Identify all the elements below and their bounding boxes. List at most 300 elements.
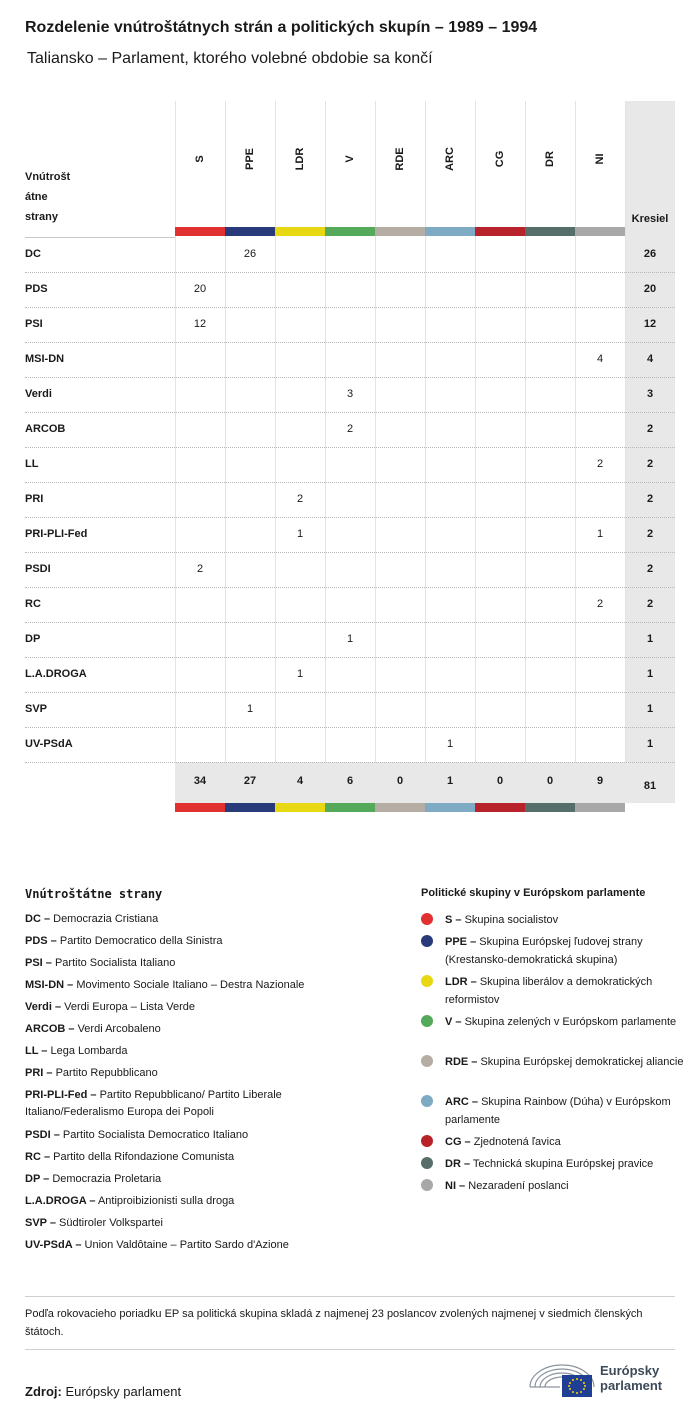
group-abbr: LDR – <box>445 976 477 988</box>
table-cell <box>325 517 375 552</box>
party-row-label: L.A.DROGA <box>25 668 87 680</box>
table-cell <box>425 342 475 377</box>
group-name: Skupina Rainbow (Dúha) v Európskom parlamente <box>445 1096 671 1126</box>
row-total: 2 <box>646 598 654 610</box>
table-cell <box>275 622 325 657</box>
table-cell <box>425 272 475 307</box>
table-cell <box>225 622 275 657</box>
color-bar-bottom-s <box>175 803 225 812</box>
table-cell: 1 <box>296 668 304 680</box>
party-abbr: PDS – <box>25 935 57 947</box>
color-bar-cg <box>475 227 525 236</box>
table-cell <box>425 237 475 272</box>
party-row-label: PRI <box>25 493 44 505</box>
table-cell <box>475 272 525 307</box>
color-bar-bottom-rde <box>375 803 425 812</box>
group-abbr: S – <box>445 914 462 926</box>
table-cell <box>325 727 375 762</box>
color-bar-bottom-v <box>325 803 375 812</box>
parliament-hemicycle-icon <box>528 1357 596 1399</box>
table-cell <box>425 307 475 342</box>
table-cell <box>375 657 425 692</box>
table-cell: 2 <box>596 598 604 610</box>
table-cell <box>225 657 275 692</box>
column-header-ppe: PPE <box>244 148 256 171</box>
table-cell: 2 <box>346 423 354 435</box>
table-cell <box>325 447 375 482</box>
table-cell <box>175 377 225 412</box>
table-cell <box>375 587 425 622</box>
table-cell: 4 <box>596 353 604 365</box>
group-color-dot-icon <box>421 935 433 947</box>
table-cell <box>575 622 625 657</box>
table-cell <box>425 587 475 622</box>
column-total: 0 <box>546 775 554 787</box>
row-total: 2 <box>646 458 654 470</box>
column-header-dr: DR <box>544 151 556 167</box>
table-cell <box>575 377 625 412</box>
table-cell <box>525 307 575 342</box>
party-legend-item <box>25 1215 355 1232</box>
party-row-label: UV-PSdA <box>25 738 73 750</box>
group-name: Skupina socialistov <box>461 914 559 926</box>
group-name: Skupina zelených v Európskom parlamente <box>461 1016 677 1028</box>
logo-text <box>600 1363 662 1393</box>
color-bar-bottom-ni <box>575 803 625 812</box>
row-total: 26 <box>643 248 657 260</box>
party-row-label: ARCOB <box>25 423 66 435</box>
group-color-dot-icon <box>421 1179 433 1191</box>
party-legend-item <box>25 1065 355 1082</box>
ep-logo <box>528 1357 678 1399</box>
color-bar-dr <box>525 227 575 236</box>
table-cell <box>425 517 475 552</box>
group-legend-item <box>421 911 686 929</box>
table-cell: 2 <box>296 493 304 505</box>
party-abbr: ARCOB – <box>25 1023 75 1035</box>
party-name: Movimento Sociale Italiano – Destra Nazionale <box>73 979 305 991</box>
row-total: 2 <box>646 528 654 540</box>
table-cell <box>475 727 525 762</box>
table-cell <box>475 482 525 517</box>
footer-divider-bottom <box>25 1349 675 1350</box>
table-cell <box>525 377 575 412</box>
table-cell <box>325 237 375 272</box>
party-abbr: PRI-PLI-Fed – <box>25 1089 97 1101</box>
table-cell <box>525 482 575 517</box>
party-row-label: PSI <box>25 318 43 330</box>
table-cell <box>325 482 375 517</box>
group-color-dot-icon <box>421 1055 433 1067</box>
party-abbr: RC – <box>25 1151 51 1163</box>
party-row-label: PRI-PLI-Fed <box>25 528 88 540</box>
party-legend-item <box>25 1193 355 1210</box>
row-total: 1 <box>646 703 654 715</box>
party-legend-item <box>25 1087 355 1121</box>
table-cell <box>525 727 575 762</box>
table-cell <box>325 342 375 377</box>
table-cell <box>475 237 525 272</box>
table-cell <box>475 342 525 377</box>
table-cell <box>175 622 225 657</box>
table-cell <box>325 692 375 727</box>
party-abbr: DC – <box>25 913 51 925</box>
header-rule <box>25 237 175 238</box>
row-total: 3 <box>646 388 654 400</box>
column-header-s: S <box>194 155 206 163</box>
row-total: 4 <box>646 353 654 365</box>
column-total: 0 <box>496 775 504 787</box>
party-name: Partito Repubblicano <box>52 1067 158 1079</box>
table-cell <box>225 587 275 622</box>
party-legend-item <box>25 1149 355 1166</box>
group-color-dot-icon <box>421 1015 433 1027</box>
table-cell <box>425 447 475 482</box>
party-legend-item <box>25 955 355 972</box>
grand-total: 81 <box>643 780 657 792</box>
source-label: Zdroj: <box>25 1384 62 1399</box>
footnote: Podľa rokovacieho poriadku EP sa politická skupina skladá z najmenej 23 poslancov zvolených najmenej v siedmich členských štátoch. <box>25 1308 643 1338</box>
party-row-label: PSDI <box>25 563 51 575</box>
group-legend-item <box>421 1133 686 1151</box>
table-cell <box>225 447 275 482</box>
table-cell <box>375 622 425 657</box>
table-cell <box>375 412 425 447</box>
table-cell <box>525 552 575 587</box>
party-abbr: PSI – <box>25 957 52 969</box>
table-cell <box>425 552 475 587</box>
column-total: 34 <box>193 775 207 787</box>
party-row-label: MSI-DN <box>25 353 65 365</box>
party-legend-item <box>25 933 355 950</box>
table-cell <box>375 447 425 482</box>
party-legend-item <box>25 1127 355 1144</box>
row-total: 2 <box>646 423 654 435</box>
table-cell: 2 <box>596 458 604 470</box>
table-cell <box>525 342 575 377</box>
logo-line-1: Európsky <box>600 1363 660 1378</box>
table-cell <box>375 377 425 412</box>
party-name: Verdi Arcobaleno <box>74 1023 161 1035</box>
group-color-dot-icon <box>421 913 433 925</box>
column-header-ni: NI <box>594 153 606 165</box>
party-name: Democrazia Cristiana <box>50 913 159 925</box>
table-cell <box>175 237 225 272</box>
color-bar-v <box>325 227 375 236</box>
column-header-v: V <box>344 155 356 163</box>
table-cell <box>475 377 525 412</box>
party-name: Lega Lombarda <box>47 1045 128 1057</box>
color-bar-arc <box>425 227 475 236</box>
table-cell <box>575 482 625 517</box>
table-cell: 1 <box>296 528 304 540</box>
table-cell <box>425 482 475 517</box>
row-total: 1 <box>646 738 654 750</box>
table-cell <box>525 447 575 482</box>
row-total: 2 <box>646 563 654 575</box>
party-row-label: SVP <box>25 703 48 715</box>
table-cell <box>375 692 425 727</box>
table-cell <box>325 272 375 307</box>
table-cell <box>425 692 475 727</box>
table-cell <box>525 587 575 622</box>
group-color-dot-icon <box>421 1095 433 1107</box>
party-legend-item <box>25 911 355 928</box>
table-cell <box>225 482 275 517</box>
table-cell <box>325 307 375 342</box>
group-color-dot-icon <box>421 1135 433 1147</box>
group-color-dot-icon <box>421 975 433 987</box>
party-name: Partito Democratico della Sinistra <box>56 935 223 947</box>
table-cell <box>575 552 625 587</box>
color-bar-bottom-arc <box>425 803 475 812</box>
group-name: Nezaradení poslanci <box>465 1180 569 1192</box>
source-line <box>25 1384 181 1399</box>
table-cell <box>375 272 425 307</box>
row-divider <box>25 762 675 763</box>
column-header-arc: ARC <box>444 147 456 171</box>
table-cell <box>425 657 475 692</box>
party-abbr: UV-PSdA – <box>25 1239 82 1251</box>
table-cell <box>175 412 225 447</box>
table-cell <box>525 692 575 727</box>
color-bar-bottom-ppe <box>225 803 275 812</box>
table-cell: 26 <box>243 248 257 260</box>
party-row-label: DP <box>25 633 41 645</box>
table-cell <box>275 342 325 377</box>
party-legend-item <box>25 1043 355 1060</box>
color-bar-ni <box>575 227 625 236</box>
table-cell <box>475 692 525 727</box>
party-name: Union Valdôtaine – Partito Sardo d'Azione <box>81 1239 289 1251</box>
party-name: Antiproibizionisti sulla droga <box>95 1195 235 1207</box>
party-legend-item <box>25 977 355 994</box>
party-row-label: Verdi <box>25 388 52 400</box>
table-cell <box>175 727 225 762</box>
color-bar-ppe <box>225 227 275 236</box>
party-row-label: RC <box>25 598 41 610</box>
table-cell <box>275 692 325 727</box>
column-total: 0 <box>396 775 404 787</box>
table-cell <box>325 552 375 587</box>
party-name: Democrazia Proletaria <box>49 1173 162 1185</box>
group-legend-item <box>421 973 686 1009</box>
row-total: 20 <box>643 283 657 295</box>
table-cell <box>575 307 625 342</box>
table-cell <box>375 552 425 587</box>
table-cell <box>275 377 325 412</box>
party-abbr: PRI – <box>25 1067 53 1079</box>
table-cell: 1 <box>246 703 254 715</box>
table-cell <box>225 727 275 762</box>
table-cell <box>525 237 575 272</box>
party-abbr: PSDI – <box>25 1129 60 1141</box>
table-cell <box>275 727 325 762</box>
table-cell <box>375 342 425 377</box>
table-cell <box>175 692 225 727</box>
party-row-label: LL <box>25 458 39 470</box>
color-bar-ldr <box>275 227 325 236</box>
party-legend-item <box>25 999 355 1016</box>
table-cell <box>475 552 525 587</box>
column-header-rde: RDE <box>394 147 406 171</box>
table-cell <box>525 272 575 307</box>
table-cell <box>425 377 475 412</box>
party-abbr: L.A.DROGA – <box>25 1195 96 1207</box>
table-cell <box>325 657 375 692</box>
column-total: 6 <box>346 775 354 787</box>
table-cell <box>275 237 325 272</box>
color-bar-rde <box>375 227 425 236</box>
table-cell <box>575 692 625 727</box>
table-cell <box>225 377 275 412</box>
table-cell <box>275 412 325 447</box>
logo-line-2: parlament <box>600 1378 663 1393</box>
party-name: Partito Repubblicano/ Partito Liberale Italiano/Federalismo Europa dei Popoli <box>25 1089 282 1118</box>
row-total: 1 <box>646 633 654 645</box>
table-cell <box>475 307 525 342</box>
table-cell <box>575 727 625 762</box>
page-title: Rozdelenie vnútroštátnych strán a politických skupín – 1989 – 1994 <box>25 19 538 36</box>
group-abbr: CG – <box>445 1136 471 1148</box>
table-cell <box>375 307 425 342</box>
table-cell <box>425 622 475 657</box>
table-cell <box>375 237 425 272</box>
table-cell <box>325 587 375 622</box>
table-cell <box>175 447 225 482</box>
table-cell: 20 <box>193 283 207 295</box>
table-cell <box>225 272 275 307</box>
group-abbr: ARC – <box>445 1096 479 1108</box>
table-cell <box>275 307 325 342</box>
party-legend-item <box>25 1021 355 1038</box>
group-legend-item <box>421 1013 686 1031</box>
color-bar-s <box>175 227 225 236</box>
table-cell <box>525 622 575 657</box>
party-abbr: MSI-DN – <box>25 979 74 991</box>
party-row-label: PDS <box>25 283 48 295</box>
party-name: Partito della Rifondazione Comunista <box>50 1151 235 1163</box>
group-name: Zjednotená ľavica <box>470 1136 561 1148</box>
group-name: Skupina Európskej demokratickej aliancie <box>477 1056 684 1068</box>
group-abbr: V – <box>445 1016 462 1028</box>
table-cell: 1 <box>346 633 354 645</box>
table-cell <box>575 272 625 307</box>
footer-divider-top <box>25 1296 675 1297</box>
party-legend-item <box>25 1171 355 1188</box>
table-cell <box>225 552 275 587</box>
column-header-ldr: LDR <box>294 147 306 171</box>
group-name: Technická skupina Európskej pravice <box>470 1158 654 1170</box>
table-cell <box>475 412 525 447</box>
column-total: 1 <box>446 775 454 787</box>
table-cell <box>175 482 225 517</box>
party-row-label: DC <box>25 248 41 260</box>
row-total: 1 <box>646 668 654 680</box>
group-abbr: DR – <box>445 1158 471 1170</box>
party-abbr: SVP – <box>25 1217 56 1229</box>
color-bar-bottom-dr <box>525 803 575 812</box>
table-cell <box>275 587 325 622</box>
group-name: Skupina liberálov a demokratických reformistov <box>445 976 653 1006</box>
group-legend-item <box>421 1093 686 1129</box>
column-total: 4 <box>296 775 304 787</box>
table-cell <box>175 587 225 622</box>
table-cell <box>575 657 625 692</box>
column-total: 9 <box>596 775 604 787</box>
row-total: 12 <box>643 318 657 330</box>
table-cell <box>525 412 575 447</box>
table-cell <box>225 307 275 342</box>
party-name: Verdi Europa – Lista Verde <box>61 1001 196 1013</box>
party-abbr: LL – <box>25 1045 48 1057</box>
groups-legend-title: Politické skupiny v Európskom parlamente <box>421 887 646 899</box>
table-cell <box>525 517 575 552</box>
group-abbr: NI – <box>445 1180 466 1192</box>
table-cell: 1 <box>596 528 604 540</box>
table-cell <box>425 412 475 447</box>
table-cell: 12 <box>193 318 207 330</box>
source-value: Európsky parlament <box>61 1384 182 1399</box>
table-cell <box>225 342 275 377</box>
table-cell <box>275 552 325 587</box>
color-bar-bottom-ldr <box>275 803 325 812</box>
row-total: 2 <box>646 493 654 505</box>
group-legend-item <box>421 1053 686 1071</box>
group-legend-item <box>421 1177 686 1195</box>
table-cell <box>275 272 325 307</box>
table-cell <box>475 587 525 622</box>
table-cell <box>475 622 525 657</box>
table-cell <box>475 657 525 692</box>
table-cell <box>225 517 275 552</box>
seats-column-header: Kresiel <box>631 213 669 225</box>
party-legend-item <box>25 1237 355 1254</box>
group-abbr: PPE – <box>445 936 477 948</box>
group-color-dot-icon <box>421 1157 433 1169</box>
table-cell <box>275 447 325 482</box>
table-cell <box>175 517 225 552</box>
party-name: Partito Socialista Democratico Italiano <box>59 1129 249 1141</box>
group-abbr: RDE – <box>445 1056 478 1068</box>
table-cell <box>375 482 425 517</box>
row-header-label: Vnútrošt átne strany <box>25 171 71 223</box>
party-name: Partito Socialista Italiano <box>51 957 176 969</box>
party-abbr: Verdi – <box>25 1001 62 1013</box>
table-cell: 3 <box>346 388 354 400</box>
table-cell <box>175 657 225 692</box>
color-bar-bottom-cg <box>475 803 525 812</box>
page-subtitle: Taliansko – Parlament, ktorého volebné obdobie sa končí <box>27 50 433 67</box>
table-cell <box>575 237 625 272</box>
table-cell: 2 <box>196 563 204 575</box>
table-cell <box>475 447 525 482</box>
table-cell <box>575 412 625 447</box>
group-legend-item <box>421 1155 686 1173</box>
table-cell <box>175 342 225 377</box>
column-header-cg: CG <box>494 150 506 168</box>
party-name: Südtiroler Volkspartei <box>56 1217 163 1229</box>
table-cell <box>225 412 275 447</box>
parties-legend-title: Vnútroštátne strany <box>25 887 163 901</box>
table-cell <box>525 657 575 692</box>
table-cell <box>375 727 425 762</box>
group-legend-item <box>421 933 686 969</box>
table-cell <box>375 517 425 552</box>
column-total: 27 <box>243 775 257 787</box>
table-cell: 1 <box>446 738 454 750</box>
party-abbr: DP – <box>25 1173 50 1185</box>
